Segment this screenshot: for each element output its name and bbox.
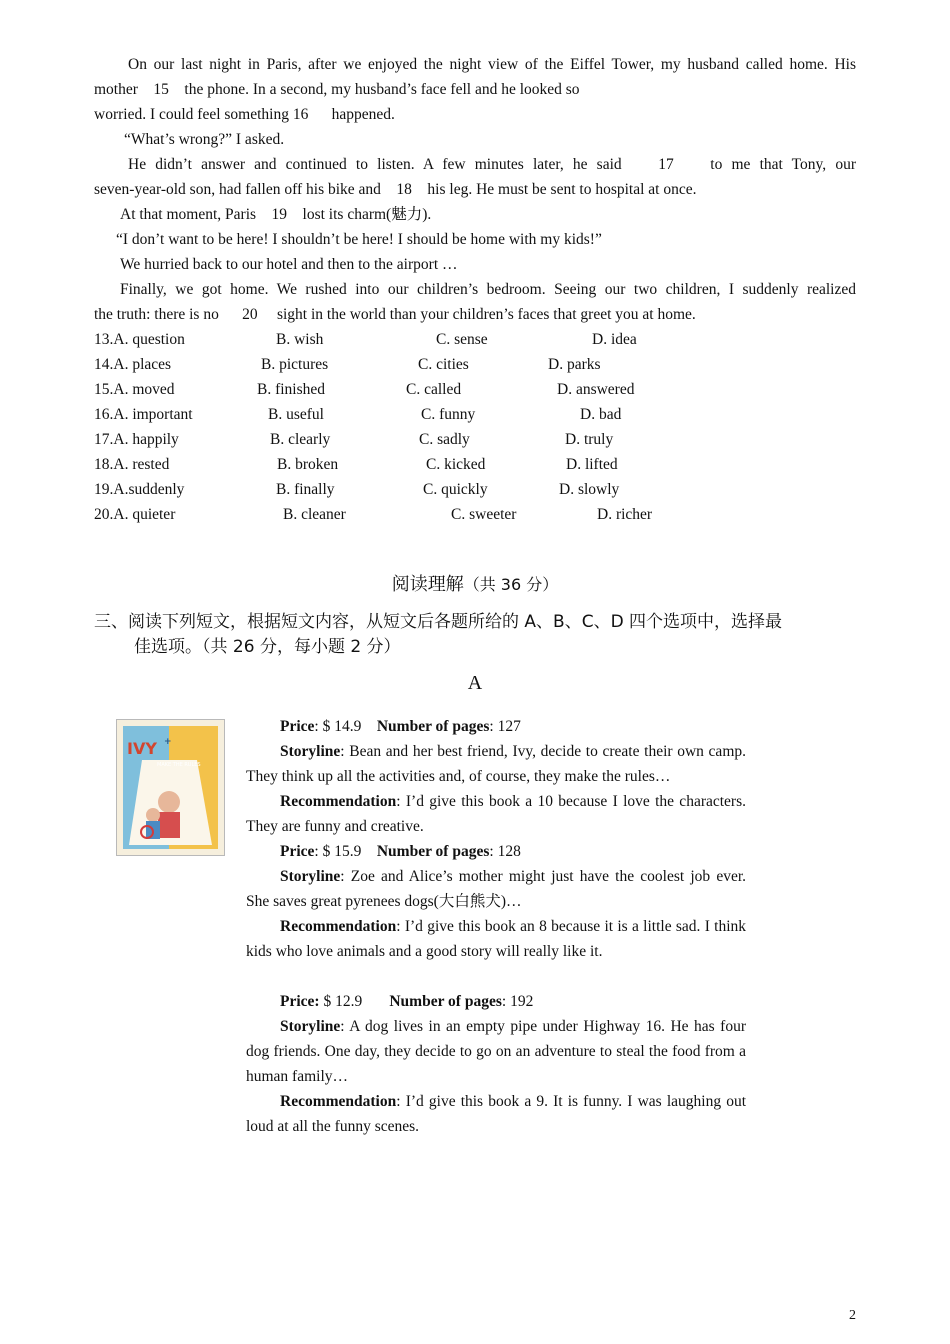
option-17-d: D. truly [565,431,614,448]
option-20-b: B. cleaner [283,506,346,523]
book-1-storyline-text: Bean and her best friend, Ivy, decide to create their own camp. They think up all the activities and, of course, they make the rules… [246,743,746,785]
option-13-c: C. sense [436,331,488,348]
price-label: Price [280,993,315,1010]
passage-line-7: At that moment, Paris 19 lost its charm(魅力). [120,206,432,223]
pages-label: Number of pages [389,993,502,1010]
book-3-price: $ 12.9 [323,993,363,1010]
book-1-recommendation-text: I’d give this book a 10 because I love the characters. They are funny and creative. [246,793,746,835]
passage-line-2: mother 15 the phone. In a second, my husband’s face fell and he looked so [94,81,580,98]
book-3-recommendation: Recommendation: I’d give this book a 9. It is funny. I was laughing out loud at all the funny scenes. [246,1093,746,1135]
option-18-a: 18.A. rested [94,456,170,473]
option-14-b: B. pictures [261,356,329,373]
option-17-b: B. clearly [270,431,331,448]
option-15-c: C. called [406,381,462,398]
book-3-storyline-text: A dog lives in an empty pipe under Highway 16. He has four dog friends. One day, they decide to go on an adventure to steal the food from a human family… [246,1018,746,1085]
book-cover-image [116,719,225,856]
option-20-c: C. sweeter [451,506,517,523]
option-14-a: 14.A. places [94,356,172,373]
book-1-recommendation: Recommendation: I’d give this book a 10 because I love the characters. They are funny and creative. [246,793,746,835]
price-label: Price [280,718,315,735]
option-19-c: C. quickly [423,481,488,498]
section-heading-title: 阅读理解 [391,574,464,595]
passage-line-4: “What’s wrong?” I asked. [124,131,285,148]
option-16-b: B. useful [268,406,324,423]
book-2-storyline-text: Zoe and Alice’s mother might just have the coolest job ever. She saves great pyrenees dogs(大白熊犬)… [246,868,747,910]
book-1-pages: 127 [497,718,521,735]
option-13-d: D. idea [592,331,637,348]
section-heading-score: （共 36 分） [463,575,559,594]
page-number: 2 [849,1308,856,1323]
passage-line-10: Finally, we got home. We rushed into our children’s bedroom. Seeing our two children, I suddenly realized [120,281,856,298]
pages-label: Number of pages [376,718,490,735]
instruction-line-2: 佳选项。（共 26 分，每小题 2 分） [134,637,401,657]
book-2-recommendation-text: I’d give this book an 8 because it is a little sad. I think kids who love animals and a good story will really like it. [246,918,747,960]
option-18-b: B. broken [277,456,339,473]
passage-line-11: the truth: there is no 20 sight in the world than your children’s faces that greet you at home. [94,306,696,323]
book-cover-illustration [117,720,224,855]
storyline-label: Storyline [280,743,341,760]
option-18-c: C. kicked [426,456,486,473]
passage-line-6: seven-year-old son, had fallen off his bike and 18 his leg. He must be sent to hospital at once. [94,181,697,198]
passage-line-9: We hurried back to our hotel and then to the airport … [120,256,458,273]
option-16-c: C. funny [421,406,476,423]
book-2-meta: Price: $ 15.9 Number of pages: 128 [280,843,521,860]
passage-line-1: On our last night in Paris, after we enjoyed the night view of the Eiffel Tower, my husband called home. His [128,56,856,73]
option-13-a: 13.A. question [94,331,185,348]
book-2-storyline: Storyline: Zoe and Alice’s mother might just have the coolest job ever. She saves great pyrenees dogs(大白熊犬)… [246,868,747,910]
option-14-c: C. cities [418,356,469,373]
recommendation-label: Recommendation [280,918,397,935]
option-19-a: 19.A.suddenly [94,481,185,498]
price-label: Price [280,843,315,860]
passage-line-5: He didn’t answer and continued to listen. A few minutes later, he said 17 to me that Tony, our [128,156,856,173]
instruction-line-1: 三、阅读下列短文，根据短文内容，从短文后各题所给的 A、B、C、D 四个选项中，选择最 [94,612,783,632]
option-20-a: 20.A. quieter [94,506,176,523]
recommendation-label: Recommendation [280,793,397,810]
book-3-meta: Price: $ 12.9 Number of pages: 192 [280,993,534,1010]
option-20-d: D. richer [597,506,653,523]
option-15-d: D. answered [557,381,635,398]
passage-label: A [467,672,483,694]
book-1-storyline: Storyline: Bean and her best friend, Ivy, decide to create their own camp. They think up all the activities and, of course, they make the rules… [246,743,746,785]
passage-line-3: worried. I could feel something 16 happened. [94,106,395,123]
option-15-b: B. finished [257,381,326,398]
book-2-recommendation: Recommendation: I’d give this book an 8 because it is a little sad. I think kids who love animals and a good story will really like it. [246,918,747,960]
cover-title-and: + [164,737,172,747]
option-19-d: D. slowly [559,481,620,498]
book-1-meta: Price: $ 14.9 Number of pages: 127 [280,718,521,735]
book-3-pages: 192 [510,993,534,1010]
option-19-b: B. finally [276,481,335,498]
cover-title-ivy: IVY [127,739,157,758]
storyline-label: Storyline [280,868,341,885]
book-3-storyline: Storyline: A dog lives in an empty pipe under Highway 16. He has four dog friends. One day, they decide to go on an adventure to steal the food from a human family… [246,1018,746,1085]
option-14-d: D. parks [548,356,601,373]
option-18-d: D. lifted [566,456,618,473]
option-13-b: B. wish [276,331,324,348]
cover-subtitle: MAKE THE RULES [157,762,201,768]
option-15-a: 15.A. moved [94,381,175,398]
option-17-c: C. sadly [419,431,470,448]
passage-line-8: “I don’t want to be here! I shouldn’t be here! I should be home with my kids!” [116,231,602,248]
section-heading [0,570,950,596]
option-16-a: 16.A. important [94,406,193,423]
book-3-recommendation-text: I’d give this book a 9. It is funny. I was laughing out loud at all the funny scenes. [246,1093,746,1135]
recommendation-label: Recommendation [280,1093,397,1110]
option-16-d: D. bad [580,406,622,423]
option-17-a: 17.A. happily [94,431,179,448]
book-2-pages: 128 [497,843,521,860]
storyline-label: Storyline [280,1018,341,1035]
book-2-price: $ 15.9 [322,843,362,860]
book-reviews [246,714,746,1139]
pages-label: Number of pages [376,843,490,860]
book-1-price: $ 14.9 [322,718,362,735]
